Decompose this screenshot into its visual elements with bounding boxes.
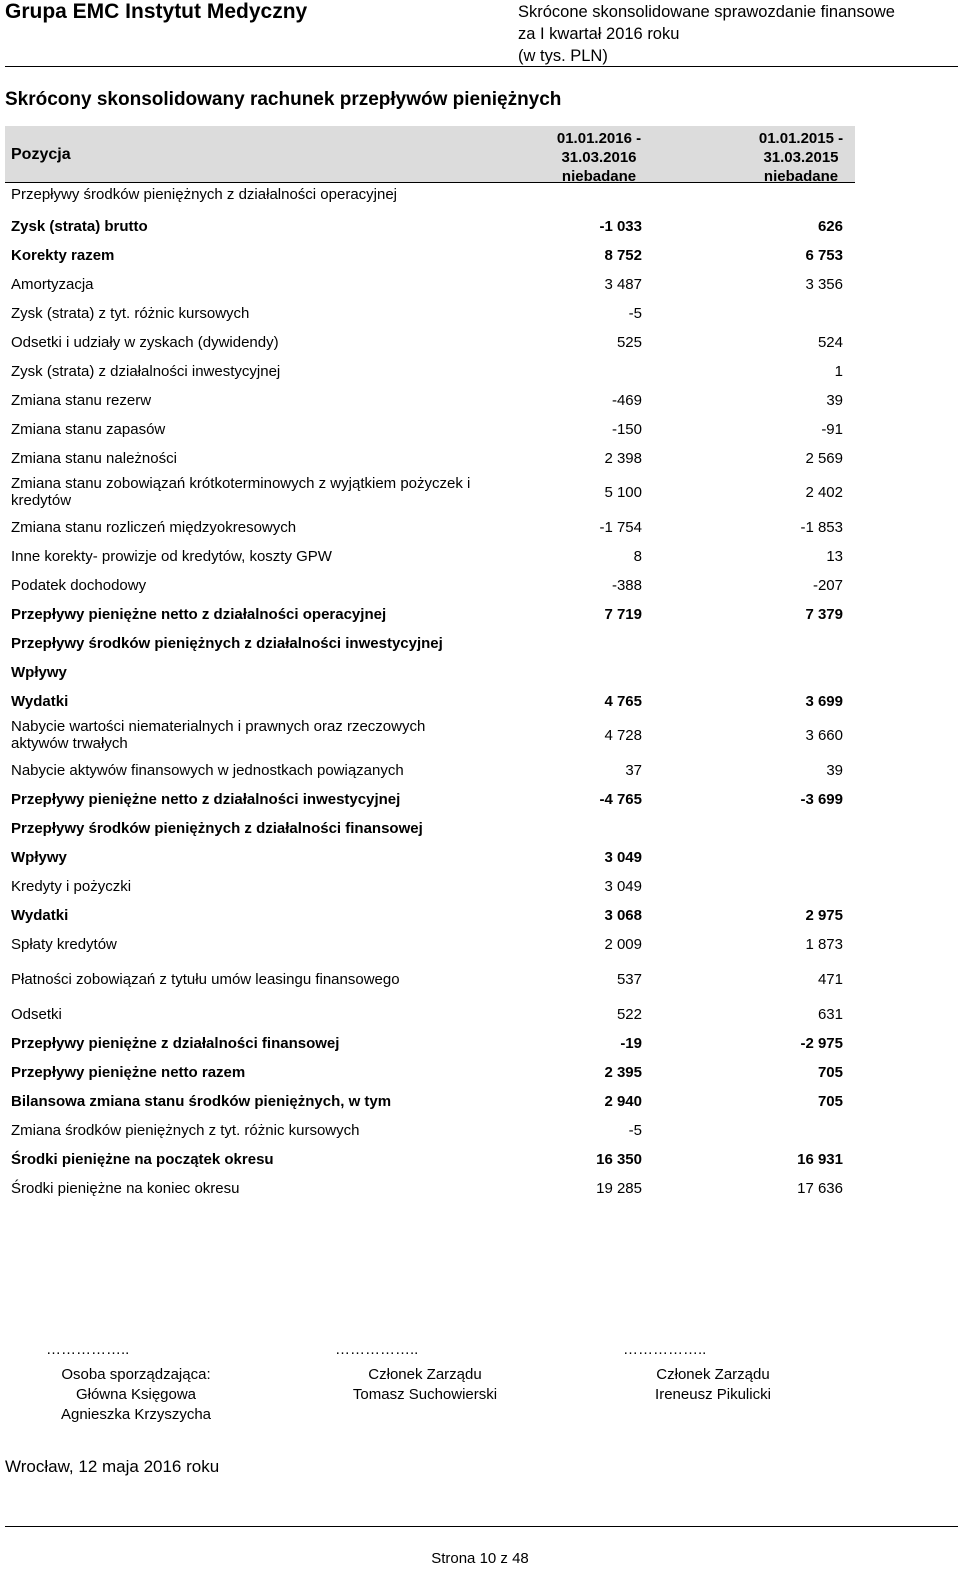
row-value-2016: -5 bbox=[628, 1122, 642, 1139]
row-value-2016: -1 754 bbox=[599, 519, 642, 536]
report-title-line2: za I kwartał 2016 roku bbox=[518, 25, 680, 43]
signature-line: …………….. bbox=[335, 1341, 419, 1358]
row-label: Podatek dochodowy bbox=[11, 577, 147, 594]
row-label: Nabycie wartości niematerialnych i prawnych oraz rzeczowych aktywów trwałych bbox=[11, 718, 426, 752]
column-header-2016-line1: 01.01.2016 - bbox=[556, 130, 642, 147]
row-value-2015: 626 bbox=[817, 218, 843, 235]
footer-divider bbox=[5, 1526, 958, 1527]
row-value-2015: 7 379 bbox=[805, 606, 843, 623]
row-label: Odsetki i udziały w zyskach (dywidendy) bbox=[11, 334, 279, 351]
row-value-2016: -5 bbox=[628, 305, 642, 322]
row-value-2016: -4 765 bbox=[599, 791, 642, 808]
row-value-2016: -1 033 bbox=[599, 218, 642, 235]
row-value-2016: 522 bbox=[616, 1006, 642, 1023]
row-label: Przepływy pieniężne netto z działalności inwestycyjnej bbox=[11, 791, 401, 808]
row-label: Przepływy środków pieniężnych z działalności operacyjnej bbox=[11, 186, 398, 203]
place-and-date: Wrocław, 12 maja 2016 roku bbox=[5, 1457, 220, 1476]
row-value-2016: 537 bbox=[616, 971, 642, 988]
signature-preparer bbox=[16, 1340, 256, 1425]
row-label: Inne korekty- prowizje od kredytów, koszty GPW bbox=[11, 548, 332, 565]
row-value-2015: 3 356 bbox=[805, 276, 843, 293]
row-label: Zmiana stanu rozliczeń międzyokresowych bbox=[11, 519, 297, 536]
row-label: Płatności zobowiązań z tytułu umów leasingu finansowego bbox=[11, 971, 400, 988]
row-label: Zysk (strata) z tyt. różnic kursowych bbox=[11, 305, 250, 322]
report-title-line3: (w tys. PLN) bbox=[518, 47, 608, 65]
row-value-2015: -3 699 bbox=[800, 791, 843, 808]
signature-role: Członek Zarządu bbox=[656, 1366, 770, 1383]
row-label: Środki pieniężne na początek okresu bbox=[11, 1151, 274, 1168]
signature-name: Agnieszka Krzyszycha bbox=[60, 1406, 212, 1423]
row-value-2016: 2 395 bbox=[604, 1064, 642, 1081]
row-label: Zmiana stanu zobowiązań krótkoterminowych z wyjątkiem pożyczek i kredytów bbox=[11, 475, 471, 509]
row-label: Zmiana środków pieniężnych z tyt. różnic kursowych bbox=[11, 1122, 360, 1139]
signature-line: …………….. bbox=[623, 1341, 707, 1358]
row-value-2015: 2 975 bbox=[805, 907, 843, 924]
column-header-2015 bbox=[726, 129, 876, 186]
row-value-2016: 5 100 bbox=[604, 484, 642, 501]
report-title-line1: Skrócone skonsolidowane sprawozdanie finansowe bbox=[518, 3, 895, 21]
row-value-2016: -19 bbox=[620, 1035, 642, 1052]
row-value-2016: 7 719 bbox=[604, 606, 642, 623]
row-label: Przepływy środków pieniężnych z działalności inwestycyjnej bbox=[11, 635, 443, 652]
row-value-2016: -469 bbox=[611, 392, 642, 409]
row-value-2015: 17 636 bbox=[797, 1180, 843, 1197]
row-value-2016: 525 bbox=[616, 334, 642, 351]
row-value-2015: 6 753 bbox=[805, 247, 843, 264]
row-value-2016: 4 728 bbox=[604, 727, 642, 744]
row-label: Przepływy pieniężne z działalności finansowej bbox=[11, 1035, 340, 1052]
row-value-2016: 3 049 bbox=[604, 849, 642, 866]
signature-name: Ireneusz Pikulicki bbox=[655, 1386, 771, 1403]
row-label: Wpływy bbox=[11, 664, 67, 681]
row-value-2016: 8 bbox=[633, 548, 642, 565]
row-value-2016: 37 bbox=[625, 762, 642, 779]
row-value-2016: 3 487 bbox=[604, 276, 642, 293]
row-value-2015: 524 bbox=[817, 334, 843, 351]
row-value-2016: 16 350 bbox=[596, 1151, 642, 1168]
signature-role: Członek Zarządu bbox=[368, 1366, 482, 1383]
signature-board-member-1 bbox=[305, 1340, 545, 1405]
column-header-position: Pozycja bbox=[11, 146, 71, 163]
row-value-2016: 2 009 bbox=[604, 936, 642, 953]
row-label: Zysk (strata) brutto bbox=[11, 218, 148, 235]
row-label: Zmiana stanu zapasów bbox=[11, 421, 166, 438]
row-value-2016: 2 398 bbox=[604, 450, 642, 467]
row-label: Amortyzacja bbox=[11, 276, 94, 293]
row-value-2016: 3 068 bbox=[604, 907, 642, 924]
row-value-2015: 2 569 bbox=[805, 450, 843, 467]
signature-role: Osoba sporządzająca: bbox=[61, 1366, 211, 1383]
page-title: Skrócony skonsolidowany rachunek przepływów pieniężnych bbox=[5, 89, 562, 110]
row-value-2016: -150 bbox=[611, 421, 642, 438]
signature-line: …………….. bbox=[46, 1341, 130, 1358]
header-divider bbox=[5, 66, 958, 67]
column-header-2015-line2: 31.03.2015 bbox=[763, 149, 839, 166]
row-label: Wpływy bbox=[11, 849, 67, 866]
row-value-2016: 3 049 bbox=[604, 878, 642, 895]
row-label: Wydatki bbox=[11, 693, 69, 710]
row-value-2015: 705 bbox=[817, 1093, 843, 1110]
column-header-2015-line1: 01.01.2015 - bbox=[758, 130, 844, 147]
row-value-2016: 4 765 bbox=[604, 693, 642, 710]
row-label: Korekty razem bbox=[11, 247, 115, 264]
column-header-2016-line2: 31.03.2016 bbox=[561, 149, 637, 166]
page-number: Strona 10 z 48 bbox=[431, 1550, 529, 1567]
row-label: Zmiana stanu rezerw bbox=[11, 392, 152, 409]
row-value-2015: 705 bbox=[817, 1064, 843, 1081]
row-value-2015: -2 975 bbox=[800, 1035, 843, 1052]
row-value-2015: 631 bbox=[817, 1006, 843, 1023]
row-value-2015: 2 402 bbox=[805, 484, 843, 501]
row-label: Kredyty i pożyczki bbox=[11, 878, 132, 895]
row-label: Środki pieniężne na koniec okresu bbox=[11, 1180, 240, 1197]
row-value-2015: 3 660 bbox=[805, 727, 843, 744]
row-label: Przepływy pieniężne netto razem bbox=[11, 1064, 246, 1081]
row-value-2015: 471 bbox=[817, 971, 843, 988]
row-label: Zysk (strata) z działalności inwestycyjnej bbox=[11, 363, 281, 380]
row-value-2016: 8 752 bbox=[604, 247, 642, 264]
signature-board-member-2 bbox=[593, 1340, 833, 1405]
row-value-2015: -91 bbox=[821, 421, 843, 438]
row-value-2015: 3 699 bbox=[805, 693, 843, 710]
row-label: Bilansowa zmiana stanu środków pieniężnych, w tym bbox=[11, 1093, 392, 1110]
row-label: Zmiana stanu należności bbox=[11, 450, 177, 467]
row-value-2015: -1 853 bbox=[800, 519, 843, 536]
row-label: Wydatki bbox=[11, 907, 69, 924]
row-value-2015: -207 bbox=[812, 577, 843, 594]
row-value-2015: 1 873 bbox=[805, 936, 843, 953]
row-value-2016: -388 bbox=[611, 577, 642, 594]
column-header-2015-line3: niebadane bbox=[763, 168, 839, 185]
row-value-2015: 39 bbox=[826, 392, 843, 409]
column-header-2016 bbox=[524, 129, 674, 186]
column-header-2016-line3: niebadane bbox=[561, 168, 637, 185]
row-label: Spłaty kredytów bbox=[11, 936, 117, 953]
company-name: Grupa EMC Instytut Medyczny bbox=[5, 0, 308, 23]
row-value-2015: 16 931 bbox=[797, 1151, 843, 1168]
row-value-2016: 19 285 bbox=[596, 1180, 642, 1197]
row-label: Przepływy pieniężne netto z działalności operacyjnej bbox=[11, 606, 387, 623]
row-value-2015: 1 bbox=[834, 363, 843, 380]
row-label: Odsetki bbox=[11, 1006, 62, 1023]
signature-title: Główna Księgowa bbox=[75, 1386, 197, 1403]
row-value-2015: 13 bbox=[826, 548, 843, 565]
row-label: Nabycie aktywów finansowych w jednostkach powiązanych bbox=[11, 762, 404, 779]
row-label: Przepływy środków pieniężnych z działalności finansowej bbox=[11, 820, 423, 837]
row-value-2016: 2 940 bbox=[604, 1093, 642, 1110]
report-title bbox=[518, 1, 958, 67]
signature-name: Tomasz Suchowierski bbox=[352, 1386, 498, 1403]
row-value-2015: 39 bbox=[826, 762, 843, 779]
